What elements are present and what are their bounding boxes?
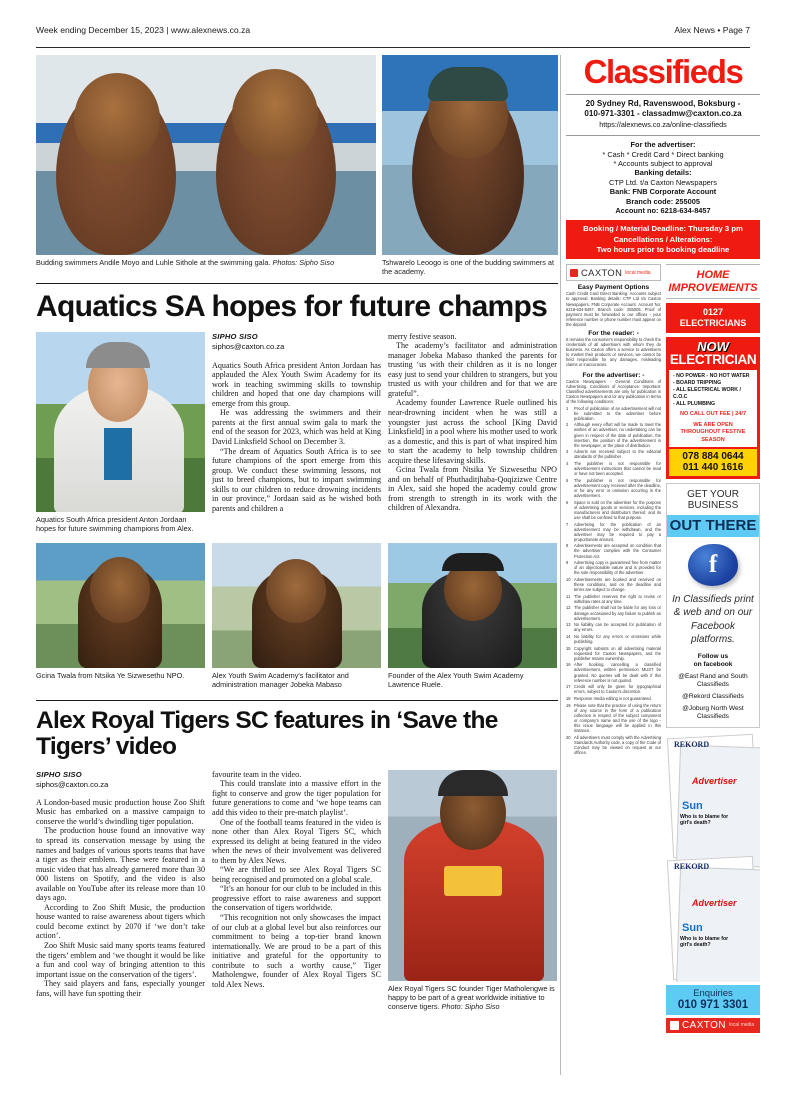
- photo-tshwarelo: [382, 55, 558, 255]
- advertiser-heading: For the advertiser:: [630, 140, 696, 150]
- article2-rule: [36, 700, 558, 701]
- photo-block-swimmers: [36, 55, 376, 277]
- ad-electrician-details: [669, 370, 757, 447]
- paragraph: The academy’s facilitator and administration manager Jobeka Mabaso thanked the parents for trusting ‘us with their children as it is no longer easy just to send your children to strangers, but you trusted us with your children and for that we are grateful”.: [388, 341, 557, 398]
- rail-rule-1: [566, 94, 760, 95]
- ad-bullet: - ALL ELECTRICAL WORK / C.O.C: [673, 387, 741, 401]
- deadline-line-2: Cancellations / Alterations:: [613, 234, 713, 244]
- ad-category-home-improvements: HOME IMPROVEMENTS: [666, 264, 760, 299]
- paragraph: The production house found an innovative way to spread its conservation message by using the names and badges of various sports teams that have a tiger as their emblem. These were featured in a music video that has already garnered more than 30 000 listens on Spotify, and the video is also available on YouTube after its release more than 10 days ago.: [36, 826, 205, 903]
- legal-condition-item: [566, 634, 661, 644]
- paragraph: “This recognition not only showcases the impact of our club at a global level but also reinforces our commitment to being a top-tier brand known internationally. We are proud to be a part of this initiative and grateful for the opportunity to contribute to such a worthy cause,” Tiger Matholengwe, founder of Alex Royal Tigers SC told Alex News.: [212, 912, 381, 989]
- legal-condition-text: After booking, cancelling a classified advertisement, written permission MUST be granted. No queries will be dealt with if this reference number is not quoted.: [574, 662, 661, 683]
- legal-condition-number: 5: [566, 477, 569, 483]
- legal-condition-number: 18: [566, 695, 571, 701]
- paragraph: “The dream of Aquatics South Africa is to see future champions of the sport emerge from this group. We conduct these swimming lessons, not just to breed champions, but to impart swimming skills to our children to reduce drowning incidents in our province,” Jordaan said as he wished both parents and children a: [212, 446, 381, 513]
- legal-condition-text: No liability for any errors or omissions while publishing.: [574, 633, 661, 644]
- caxton-wordmark: CAXTON: [581, 267, 623, 279]
- article1-byline: SIPHO SISO: [212, 331, 258, 341]
- paragraph: favourite team in the video.: [212, 769, 302, 779]
- legal-condition-number: 15: [566, 645, 571, 651]
- legal-condition-text: Adverts are received subject to the editorial standards of the publisher.: [574, 449, 661, 460]
- article2-byline-email: siphos@caxton.co.za: [36, 779, 109, 789]
- caption-lawrence: Founder of the Alex Youth Swim Academy Lawrence Ruele.: [388, 671, 524, 690]
- paragraph: “We are thrilled to see Alex Royal Tigers SC being recognised and promoted on a global scale.: [212, 865, 381, 884]
- reader-body: It remains the consumer's responsibility to check the credentials of all advertisers with whom they do business. As Caxton offers a service to advertisers to market their products or services, we cannot be held responsible for any damages, misleading claims or inaccuracies.: [566, 337, 661, 368]
- paragraph: “It’s an honour for our club to be included in this progressive effort to raise awareness and support the conservation of tigers worldwide.: [212, 884, 381, 913]
- legal-condition-number: 1: [566, 405, 569, 411]
- legal-condition-number: 10: [566, 576, 571, 582]
- caxton-footer-logo: [666, 1018, 760, 1033]
- caxton-wordmark-footer: CAXTON: [682, 1019, 726, 1031]
- rail-rule-2: [566, 135, 760, 136]
- legal-condition-item: [566, 449, 661, 459]
- advertiser-line-2: * Accounts subject to approval: [613, 159, 713, 169]
- article2-col2: [212, 770, 381, 1012]
- article2-col1: [36, 770, 205, 1012]
- legal-condition-item: [566, 684, 661, 694]
- paper-title-rekord: REKORD: [674, 739, 710, 749]
- legal-condition-item: [566, 560, 661, 575]
- banking-line-2: Bank: FNB Corporate Account: [609, 187, 717, 197]
- deadline-line-1: Booking / Material Deadline: Thursday 3 pm: [583, 224, 743, 234]
- ad-phone-numbers[interactable]: [669, 449, 757, 476]
- legal-condition-item: [566, 703, 661, 734]
- caxton-square-icon-footer: [670, 1021, 679, 1030]
- biz-out-there-label: OUT THERE: [667, 515, 759, 537]
- article2-col1-body: [36, 798, 205, 998]
- legal-condition-text: No liability can be accepted for publication of any errors.: [574, 622, 661, 633]
- enquiries-box[interactable]: [666, 985, 760, 1015]
- paragraph: Zoo Shift Music said many sports teams featured the tigers’ emblem and ‘we thought it would be like a fun and cool way of bringing attention to this important issue on the conservation of the tigers’.: [36, 940, 205, 979]
- legal-condition-item: [566, 406, 661, 421]
- legal-condition-item: [566, 622, 661, 632]
- banking-line-4: Account no: 6218-634-8457: [615, 206, 711, 216]
- enquiries-label: Enquiries: [693, 987, 733, 999]
- legal-condition-item: [566, 696, 661, 701]
- legal-condition-text: Space is sold on the advertiser for the purpose of advertising goods or services, including the manufacturers and distributors thereof, and its use shall be confined to that purpose.: [574, 499, 661, 520]
- photo-block-gcina: [36, 543, 205, 690]
- legal-condition-text: Proof of publication of an advertisement will not be submitted to the advertiser before publication.: [574, 405, 661, 421]
- ad-phone-1[interactable]: 078 884 0644: [682, 450, 744, 462]
- banking-line-3: Branch code: 255005: [626, 196, 700, 206]
- legal-conditions-list: [566, 406, 661, 755]
- legal-condition-item: [566, 577, 661, 592]
- enquiries-phone[interactable]: 010 971 3301: [677, 998, 749, 1011]
- legal-intro: Caxton Newspapers - General Conditions of Advertising. Conditions of Acceptance: Important: Classified advertisements are only for publication in Caxton Newspapers and /or any publication in terms of the following conditions:: [566, 378, 661, 404]
- caption-matholengwe-text: Alex Royal Tigers SC founder Tiger Matholengwe is happy to be part of a great worldwide initiative to conserve tigers.: [388, 983, 555, 1012]
- ad-get-your-business-out-there[interactable]: [666, 483, 760, 728]
- legal-condition-number: 3: [566, 449, 569, 455]
- paragraph: This could translate into a massive effort in the fight to conserve and grow the tiger population for future generations to come and ‘we hope teams can add this video to their pre-match playlist’.: [212, 779, 381, 817]
- legal-condition-item: [566, 646, 661, 661]
- biz-tagline: In Classifieds print & web and on our Facebook platforms.: [672, 593, 754, 646]
- legal-condition-text: Advertising for the publication of an advertisement may be withdrawn, and the advertiser may be required to pay a proportionate amount.: [574, 521, 661, 542]
- article1-col3: [388, 332, 557, 534]
- legal-condition-number: 16: [566, 662, 571, 668]
- legal-condition-item: [566, 543, 661, 558]
- facebook-handle[interactable]: @Rekord Classifieds: [682, 692, 744, 700]
- legal-condition-text: Credit will only be given for typographical errors, subject to Caxton's discretion.: [574, 684, 661, 695]
- legal-condition-item: [566, 662, 661, 682]
- caption-matholengwe: [388, 984, 557, 1012]
- paper-title-advertiser-2: Advertiser: [692, 897, 737, 908]
- legal-condition-text: Copyright subsists on all advertising material requested for Caxton Newspapers, and the publisher retains ownership.: [574, 645, 661, 661]
- legal-condition-item: [566, 594, 661, 604]
- article1-col3-body: [388, 332, 557, 513]
- advertiser-info: [566, 140, 760, 215]
- article2-col3: [388, 770, 557, 1012]
- facebook-handle[interactable]: @Joburg North West Classifieds: [682, 704, 744, 721]
- article1-headline: Aquatics SA hopes for future champs: [36, 289, 548, 323]
- legal-condition-text: Response media editing is not guaranteed.: [574, 695, 652, 701]
- legal-condition-number: 13: [566, 622, 571, 628]
- advertiser-line-1: * Cash * Credit Card * Direct banking: [602, 149, 724, 159]
- ad-festive-season: WE ARE OPEN THROUGHOUT FESTIVE SEASON: [680, 421, 746, 443]
- legal-condition-number: 4: [566, 460, 569, 466]
- legal-condition-number: 11: [566, 593, 571, 599]
- caxton-tagline-footer: local media: [728, 1022, 755, 1029]
- ad-now-label: NOW: [697, 339, 729, 355]
- legal-condition-item: [566, 422, 661, 447]
- legal-condition-number: 7: [566, 521, 569, 527]
- legal-condition-number: 17: [566, 684, 571, 690]
- banking-heading: Banking details:: [634, 168, 692, 178]
- caption-swimmers: [36, 258, 376, 267]
- classifieds-url[interactable]: https://alexnews.co.za/online-classifieds: [599, 119, 727, 129]
- ad-bullet: - BOARD TRIPPING: [673, 380, 722, 387]
- caption-jobeka: Alex Youth Swim Academy's facilitator and administration manager Jobeka Mabaso: [212, 671, 349, 690]
- paper-headline-2: Who is to blame for girl's death?: [680, 935, 729, 948]
- paragraph: Gcina Twala from Ntsika Ye Sizwesethu NPO and on behalf of Phuthaditjhaba-Qoqizizwe Centre in Alex, said she hoped the academy could grow from strength to strength in its work with the children of Alexandra.: [388, 465, 557, 513]
- terms-column: [566, 264, 661, 1032]
- legal-condition-text: The publisher is not responsible for advertisement copy received after the deadline, or for any error or omission occurring in the advertisement.: [574, 477, 661, 499]
- legal-condition-text: Please note that the practice of using the return of any source in the form of a publication collection in respect of the subject component or company's name and the use of the logo - this issue language will be applied in this instance.: [574, 702, 661, 733]
- paragraph: He was addressing the swimmers and their parents at the first annual swim gala to mark the end of the season for 2023, which was held at King David Linksfield School on December 3.: [212, 408, 381, 446]
- legal-condition-number: 12: [566, 605, 571, 611]
- masthead: [36, 25, 750, 48]
- legal-condition-item: [566, 500, 661, 520]
- legal-condition-number: 19: [566, 702, 571, 708]
- legal-condition-text: Although every effort will be made to meet the wishes of an advertiser, no undertaking can be given in respect of the date of publication, the insertion, the position of the advertisement in the newspaper, or the place of distribution.: [574, 422, 661, 448]
- classifieds-address: [566, 99, 760, 130]
- column-divider: [560, 55, 561, 1075]
- photo-lawrence: [388, 543, 557, 668]
- follow-line-2: on facebook: [693, 661, 733, 669]
- ad-now-electrician[interactable]: [666, 337, 760, 479]
- caxton-logo-bar: [566, 264, 661, 281]
- ad-no-callout-fee: NO CALL OUT FEE | 24/7: [679, 411, 747, 418]
- ad-bullet: - NO POWER - NO HOT WATER: [673, 373, 750, 380]
- legal-condition-item: [566, 478, 661, 498]
- photo-jobeka: [212, 543, 381, 668]
- legal-condition-item: [566, 461, 661, 476]
- paper-title-sun-2: Sun: [682, 921, 703, 934]
- paper-title-advertiser: Advertiser: [692, 775, 737, 786]
- legal-condition-text: The publisher reserves the right to revise or withdraw rates at any time.: [574, 593, 661, 604]
- deadline-line-3: Two hours prior to booking deadline: [596, 245, 730, 255]
- masthead-left: Week ending December 15, 2023 | www.alexnews.co.za: [36, 25, 251, 35]
- legal-condition-text: All advertisers must comply with the Advertising Standards Authority code, a copy of the Code of Conduct may be viewed on request at our offices.: [574, 734, 661, 755]
- article2-byline: SIPHO SISO: [36, 769, 82, 779]
- article1-col2-body: [212, 361, 381, 514]
- follow-line-1: Follow us: [697, 652, 729, 660]
- paragraph: One of the football teams featured in the video is none other than Alex Royal Tigers SC, which expressed its delight at being featured in the video when the news of their involvement was delivered to them by Alex News.: [212, 817, 381, 865]
- legal-heading: For the advertiser: -: [582, 371, 645, 379]
- paper-headline: Who is to blame for girl's death?: [680, 813, 729, 826]
- ad-0127-line-2: ELECTRICIANS: [679, 318, 747, 329]
- legal-condition-number: 20: [566, 734, 571, 740]
- classifieds-title: Classifieds: [583, 53, 743, 90]
- caption-gcina: Gcina Twala from Ntsika Ye Sizwesethu NPO.: [36, 671, 185, 681]
- caption-tshwarelo: Tshwarelo Leoogo is one of the budding swimmers at the academy.: [382, 258, 554, 277]
- masthead-right: Alex News • Page 7: [674, 25, 750, 35]
- banking-line-1: CTP Ltd. t/a Caxton Newspapers: [609, 177, 717, 187]
- photo-block-jobeka: [212, 543, 381, 690]
- legal-condition-text: Advertisements are accepted on condition that the advertiser complies with the Consumer Protection Act.: [574, 543, 661, 559]
- legal-condition-item: [566, 605, 661, 620]
- facebook-icon: f: [688, 544, 738, 586]
- ad-phone-2[interactable]: 011 440 1616: [682, 462, 744, 474]
- caption-matholengwe-credit: Photo: Sipho Siso: [441, 1002, 500, 1012]
- caption-jordaan: Aquatics South Africa president Anton Jordaan hopes for future swimming champions from Alex.: [36, 514, 194, 533]
- ads-column: [666, 264, 760, 1032]
- paper-title-rekord-2: REKORD: [674, 861, 710, 871]
- legal-condition-item: [566, 522, 661, 542]
- address-line-2[interactable]: 010-971-3301 - classadmw@caxton.co.za: [584, 109, 742, 119]
- paragraph: They said players and fans, especially younger fans, will have fun spotting their: [36, 979, 205, 998]
- legal-condition-text: The publisher is not responsible for advertisement instructions that cannot be read or have not been accepted.: [574, 460, 661, 477]
- legal-condition-number: 9: [566, 560, 569, 566]
- paragraph: merry festive season.: [388, 331, 457, 341]
- photo-jordaan: [36, 332, 205, 512]
- paragraph: Aquatics South Africa president Anton Jordaan has applauded the Alex Youth Swim Academy for its work in teaching swimming skills to township children and hoped that one day champions will emerge from this group.: [212, 360, 381, 408]
- photo-block-tshwarelo: [382, 55, 558, 277]
- paragraph: According to Zoo Shift Music, the production house wanted to raise awareness about tigers which could become extinct by 2070 if ‘we don’t take action’.: [36, 902, 205, 941]
- legal-condition-number: 2: [566, 422, 569, 428]
- paragraph: Academy founder Lawrence Ruele outlined his near-drowning incident when he was still a youngster just across the school [King David Linksfield] in a pool where his mother used to work as a domestic, and this is part of what inspired him to start the academy to help township children acquire these lifesaving skills.: [388, 398, 557, 465]
- photo-matholengwe: [388, 770, 557, 981]
- article2-headline: Alex Royal Tigers SC features in ‘Save the Tigers’ video: [36, 706, 498, 760]
- paragraph: A London-based music production house Zoo Shift Music has embarked on a massive campaign to conserve the world’s dwindling tiger population.: [36, 797, 205, 826]
- legal-condition-text: The publisher shall not be liable for any loss or damage occasioned by any failure to publish an advertisement.: [574, 605, 661, 621]
- ad-bullet: - ALL PLUMBING: [673, 401, 716, 408]
- facebook-logo: [670, 537, 756, 593]
- ad-0127-line-1: 0127: [702, 307, 724, 318]
- headline-rule: [36, 283, 558, 284]
- photo-gcina: [36, 543, 205, 668]
- legal-condition-text: Advertising copy is guaranteed free from matter of an objectionable nature and is provided for the sole responsibility of the advertiser.: [574, 560, 661, 576]
- paper-title-sun: Sun: [682, 799, 703, 812]
- follow-us-heading: [670, 653, 756, 670]
- legal-condition-item: [566, 735, 661, 755]
- address-line-1: 20 Sydney Rd, Ravenswood, Boksburg -: [585, 99, 741, 108]
- legal-condition-number: 8: [566, 543, 569, 549]
- classifieds-rail: [566, 55, 760, 1033]
- legal-condition-text: Advertisements are booked and received on these conditions, and on the deadline and terms are subject to change.: [574, 576, 661, 593]
- deadline-notice: [566, 220, 760, 259]
- photo-swimmers: [36, 55, 376, 255]
- legal-condition-number: 14: [566, 633, 571, 639]
- newspaper-stack-graphic: [666, 732, 760, 982]
- article1-col1: [36, 332, 205, 534]
- caxton-tagline: local media: [625, 269, 651, 276]
- legal-condition-number: 6: [566, 499, 569, 505]
- ad-0127-electricians[interactable]: [666, 303, 760, 333]
- easy-pay-body: Cash Credit Card Direct Banking. Accounts subject to approval. Banking details: CTP Ltd t/a Caxton Newspapers. FNB Corporate Account. Account No: 6218-634-8457. Branch code: 255005. Proof of payment must be forwarded to our offices - your reference number or phone number must appear on the deposit.: [566, 291, 661, 327]
- ad-electrician-label: ELECTRICIAN: [669, 352, 757, 368]
- biz-get-label: GET YOUR BUSINESS: [687, 488, 739, 512]
- caxton-square-icon: [570, 269, 578, 277]
- easy-pay-heading: Easy Payment Options: [577, 284, 650, 292]
- photo-block-lawrence: [388, 543, 557, 690]
- article2-col2-body: [212, 770, 381, 990]
- article1-col2: [212, 332, 381, 534]
- facebook-handle[interactable]: @East Rand and South Classifieds: [678, 672, 748, 689]
- caption-swimmers-text: Budding swimmers Andile Moyo and Luhle Sithole at the swimming gala.: [36, 258, 271, 267]
- article1-byline-email: siphos@caxton.co.za: [212, 341, 285, 351]
- editorial-column: [36, 55, 558, 1012]
- reader-heading: For the reader: -: [588, 330, 639, 338]
- caption-swimmers-credit: Photos: Sipho Siso: [272, 258, 335, 267]
